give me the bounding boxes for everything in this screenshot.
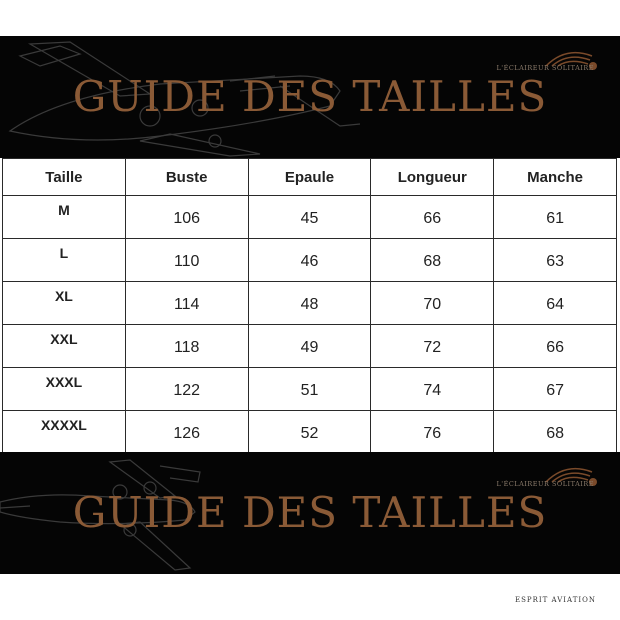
epaule-cell: 49 [248,325,371,368]
size-cell: XXL [3,325,126,368]
longueur-cell: 68 [371,239,494,282]
epaule-cell: 45 [248,196,371,239]
table-row [3,196,617,239]
longueur-cell: 74 [371,368,494,411]
brand-logo-icon [496,458,606,494]
buste-cell: 126 [125,411,248,454]
brand-logo-icon [496,42,606,78]
epaule-cell: 48 [248,282,371,325]
header-longueur: Longueur [371,159,494,196]
manche-cell: 67 [494,368,617,411]
buste-cell: 122 [125,368,248,411]
manche-cell: 61 [494,196,617,239]
manche-cell: 63 [494,239,617,282]
size-cell: L [3,239,126,282]
header-buste: Buste [125,159,248,196]
longueur-cell: 76 [371,411,494,454]
footer-brand: ESPRIT AVIATION [514,596,596,604]
top-banner [0,36,620,158]
longueur-cell: 66 [371,196,494,239]
size-table [2,158,617,497]
size-table-container [0,158,620,497]
manche-cell: 66 [494,325,617,368]
banner-title: GUIDE DES TAILLES [72,72,548,121]
size-cell: XXXL [3,368,126,411]
table-row [3,325,617,368]
brand-name: L'ÉCLAIREUR SOLITAIRE [496,64,594,72]
bottom-banner [0,452,620,574]
table-row [3,411,617,454]
header-manche: Manche [494,159,617,196]
header-epaule: Epaule [248,159,371,196]
table-header-row [3,159,617,196]
manche-cell: 64 [494,282,617,325]
epaule-cell: 46 [248,239,371,282]
buste-cell: 118 [125,325,248,368]
table-row [3,282,617,325]
table-row [3,239,617,282]
table-row [3,368,617,411]
size-cell: XXXXL [3,411,126,454]
manche-cell: 68 [494,411,617,454]
longueur-cell: 72 [371,325,494,368]
longueur-cell: 70 [371,282,494,325]
buste-cell: 110 [125,239,248,282]
header-taille: Taille [3,159,126,196]
size-cell: M [3,196,126,239]
brand-name: L'ÉCLAIREUR SOLITAIRE [496,480,594,488]
epaule-cell: 51 [248,368,371,411]
buste-cell: 114 [125,282,248,325]
size-cell: XL [3,282,126,325]
epaule-cell: 52 [248,411,371,454]
buste-cell: 106 [125,196,248,239]
banner-title: GUIDE DES TAILLES [72,488,548,537]
